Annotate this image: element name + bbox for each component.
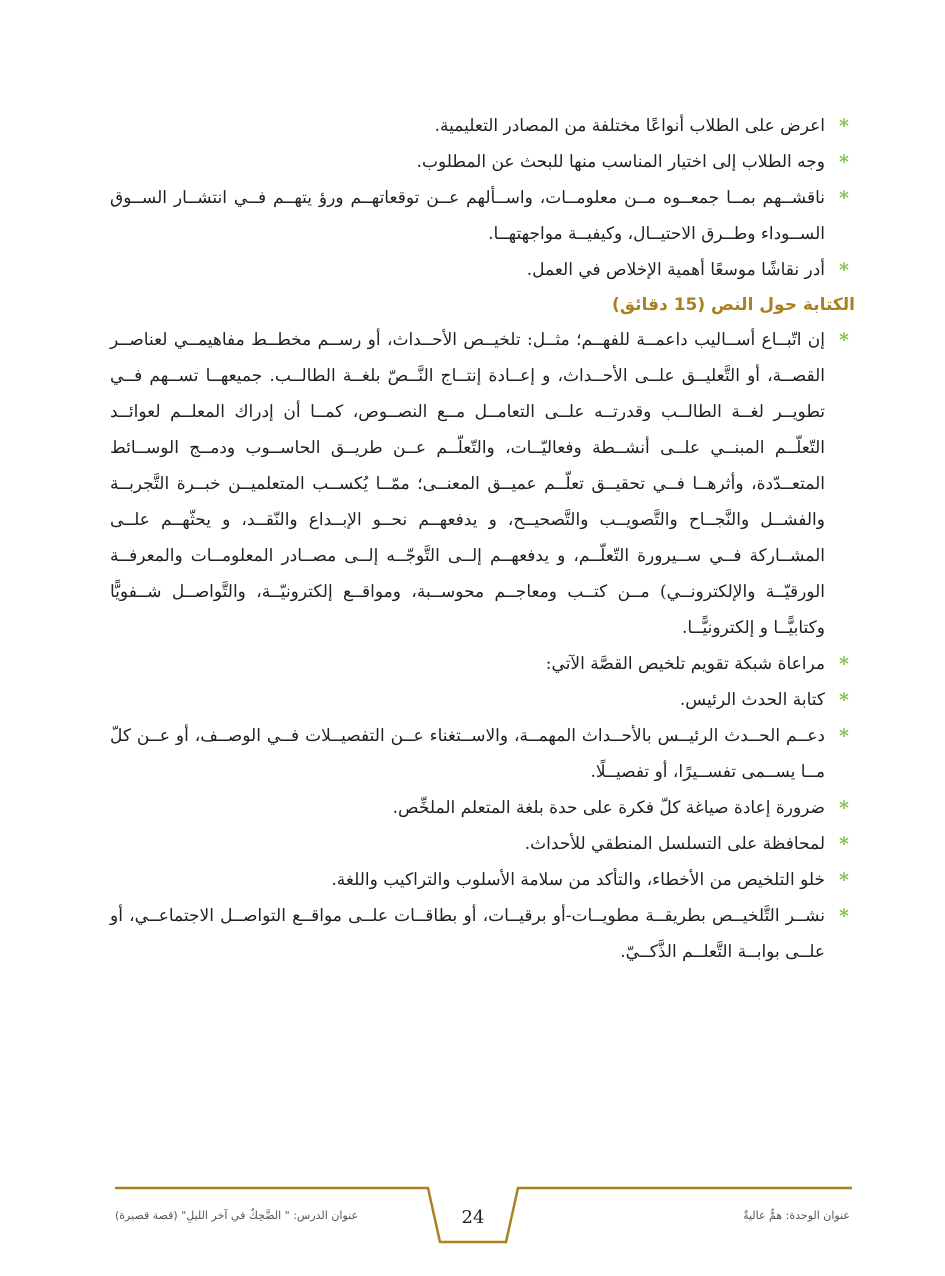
list-item-text: مراعاة شبكة تقويم تلخيص القصَّة الآتي: bbox=[545, 654, 825, 674]
list-item-text: إن اتّبــاع أســاليب داعمــة للفهــم؛ مثــل: تلخيــص الأحــداث، أو رســم مخطــط مفاهيمــي لعناصــر القصــة، أو التَّعليــق علــى الأحــداث، و إعــادة إنتــاج النَّــصّ بلغــة الطالــب. جميعهــا تســهم فــي تطويــر لغــة الطالــب وقدرتــه علــى التعامــل مــع النصــوص، كمــا أن إدراك المعلــم لعوائــد التّعلّــم المبنــي علــى أنشــطة وفعاليّــات، والتّعلّــم عــن طريــق الحاســوب ودمــج الوســائط المتعــدّدة، وأثرهــا فــي تحقيــق تعلّــم عميــق المعنــى؛ ممّــا يُكســب المتعلميــن خبــرة التَّجربــة والفشــل والنَّجــاح والتَّصويــب والتَّصحيــح، و يدفعهــم نحــو الإبــداع والنّقــد، و يحثّهــم علــى المشــاركة فــي ســيرورة التّعلّــم، و يدفعهــم إلــى التَّوجّــه إلــى مصــادر المعلومــات والمعرفــة الورقيّــة والإلكترونــي) مــن كتــب ومعاجــم محوســبة، ومواقــع إلكترونيّــة، والتَّواصــل شــفويًّا وكتابيًّــا و إلكترونيًّــا. bbox=[110, 330, 825, 638]
bullet-star-icon: * bbox=[839, 833, 849, 855]
list-item bbox=[110, 180, 855, 252]
bullet-star-icon: * bbox=[839, 725, 849, 747]
bullet-star-icon: * bbox=[839, 689, 849, 711]
list-item-text: دعــم الحــدث الرئيــس بالأحــداث المهمــة، والاســتغناء عــن التفصيــلات فــي الوصــف، أو عــن كلّ مــا يســمى تفســيرًا، أو تفصيــلًا. bbox=[110, 726, 825, 782]
main-content bbox=[110, 108, 855, 970]
bullet-star-icon: * bbox=[839, 151, 849, 173]
list-item bbox=[110, 826, 855, 862]
teaching-steps-list bbox=[110, 108, 855, 288]
bullet-star-icon: * bbox=[839, 869, 849, 891]
list-item bbox=[110, 108, 855, 144]
list-item-text: لمحافظة على التسلسل المنطقي للأحداث. bbox=[524, 834, 825, 854]
list-item bbox=[110, 646, 855, 682]
bullet-star-icon: * bbox=[839, 115, 849, 137]
footer-frame-shape bbox=[0, 1180, 945, 1276]
bullet-star-icon: * bbox=[839, 259, 849, 281]
list-item bbox=[110, 252, 855, 288]
bullet-star-icon: * bbox=[839, 653, 849, 675]
list-item bbox=[110, 682, 855, 718]
lesson-title: عنوان الدرس: " الضَّحِكُ في آخر الليلِ" (قصة قصيرة) bbox=[115, 1209, 359, 1222]
list-item-text: أدر نقاشًا موسعًا أهمية الإخلاص في العمل. bbox=[526, 260, 825, 280]
section-heading: الكتابة حول النص (15 دقائق) bbox=[612, 295, 855, 315]
list-item bbox=[110, 322, 855, 646]
page-footer bbox=[0, 1180, 945, 1276]
list-item bbox=[110, 790, 855, 826]
list-item bbox=[110, 898, 855, 970]
unit-title: عنوان الوحدة: همٌّ عاليةٌ bbox=[743, 1209, 850, 1222]
list-item-text: وجه الطلاب إلى اختيار المناسب منها للبحث عن المطلوب. bbox=[416, 152, 825, 172]
list-item-text: ناقشــهم بمــا جمعــوه مــن معلومــات، واســألهم عــن توقعاتهــم ورؤ يتهــم فــي انتشــار الســوق الســوداء وطــرق الاحتيــال، وكيفيــة مواجهتهــا. bbox=[110, 188, 825, 244]
list-item-text: اعرض على الطلاب أنواعًا مختلفة من المصادر التعليمية. bbox=[434, 116, 825, 136]
bullet-star-icon: * bbox=[839, 905, 849, 927]
bullet-star-icon: * bbox=[839, 187, 849, 209]
writing-steps-list bbox=[110, 322, 855, 970]
list-item bbox=[110, 862, 855, 898]
list-item-text: ضرورة إعادة صياغة كلّ فكرة على حدة بلغة المتعلم الملخِّص. bbox=[392, 798, 825, 818]
bullet-star-icon: * bbox=[839, 797, 849, 819]
list-item-text: خلو التلخيص من الأخطاء، والتأكد من سلامة الأسلوب والتراكيب واللغة. bbox=[331, 870, 825, 890]
list-item-text: كتابة الحدث الرئيس. bbox=[679, 690, 825, 710]
list-item bbox=[110, 718, 855, 790]
page-number: 24 bbox=[461, 1207, 485, 1228]
bullet-star-icon: * bbox=[839, 329, 849, 351]
list-item-text: نشــر التَّلخيــص بطريقــة مطويــات-أو برقيــات، أو بطاقــات علــى مواقــع التواصــل الاجتماعــي، أو علــى بوابــة التَّعلــم الذَّكــيّ. bbox=[110, 906, 825, 962]
list-item bbox=[110, 144, 855, 180]
